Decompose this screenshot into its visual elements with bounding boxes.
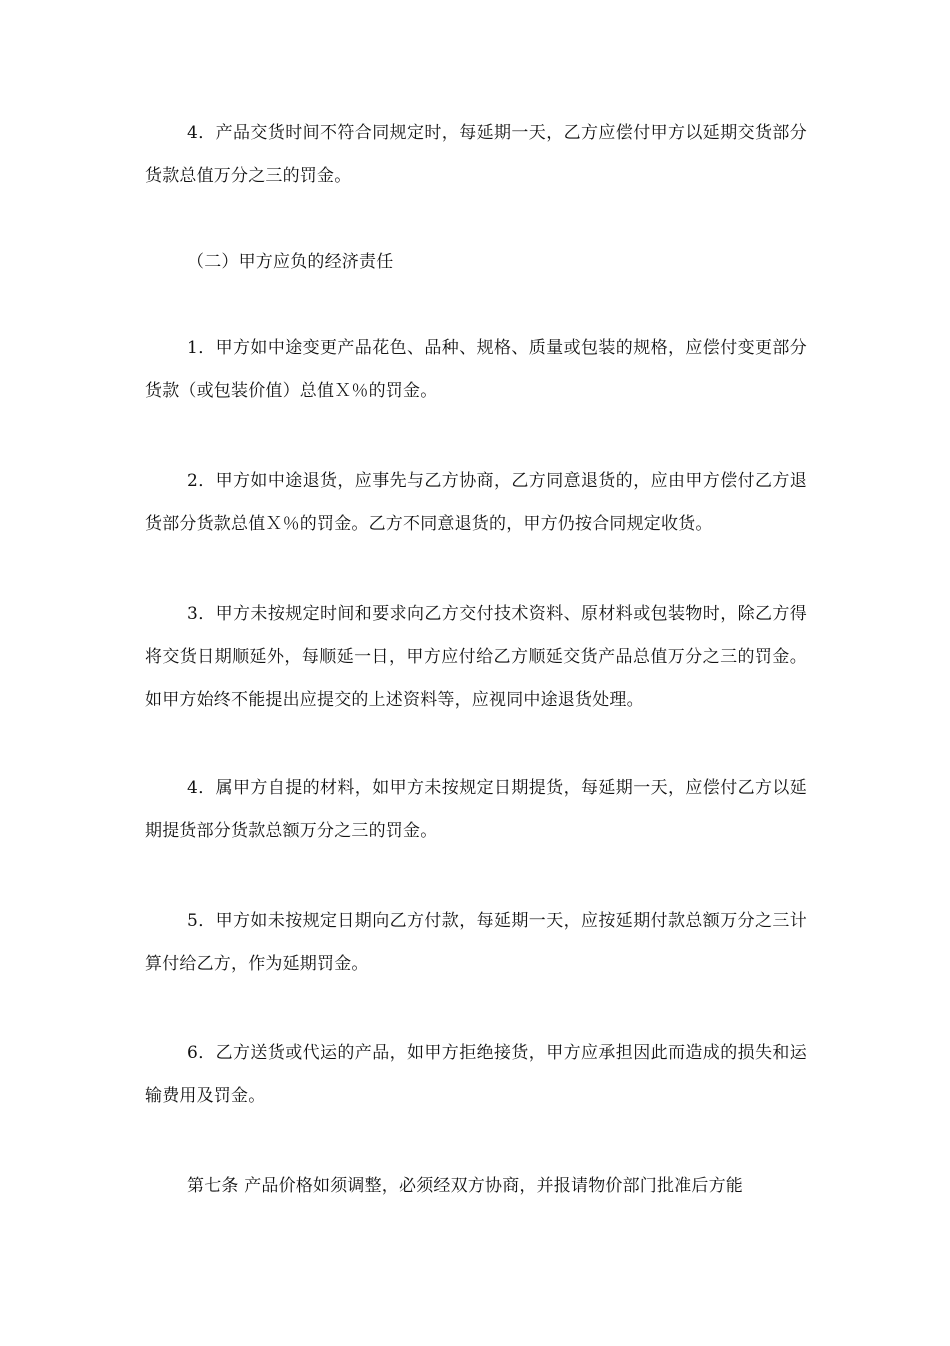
paragraph-clause-5-late-payment: 5．甲方如未按规定日期向乙方付款，每延期一天，应按延期付款总额万分之三计算付给乙方，作为延期罚金。 [145, 911, 807, 974]
paragraph-clause-4-delivery-delay: 4．产品交货时间不符合同规定时，每延期一天，乙方应偿付甲方以延期交货部分货款总值万分之三的罚金。 [145, 123, 807, 186]
paragraph-clause-2-return-goods: 2．甲方如中途退货，应事先与乙方协商，乙方同意退货的，应由甲方偿付乙方退货部分货款总值Ｘ％的罚金。乙方不同意退货的，甲方仍按合同规定收货。 [145, 471, 807, 534]
paragraph-article-7-price-adjustment: 第七条 产品价格如须调整，必须经双方协商，并报请物价部门批准后方能 [187, 1176, 744, 1196]
paragraph-clause-6-refuse-delivery: 6．乙方送货或代运的产品，如甲方拒绝接货，甲方应承担因此而造成的损失和运输费用及罚金。 [145, 1043, 807, 1106]
paragraph-clause-1-change-product: 1．甲方如中途变更产品花色、品种、规格、质量或包装的规格，应偿付变更部分货款（或包装价值）总值Ｘ％的罚金。 [145, 338, 807, 401]
paragraph-clause-3-technical-materials: 3．甲方未按规定时间和要求向乙方交付技术资料、原材料或包装物时，除乙方得将交货日期顺延外，每顺延一日，甲方应付给乙方顺延交货产品总值万分之三的罚金。如甲方始终不能提出应提交的上述资料等，应视同中途退货处理。 [145, 604, 807, 710]
section-heading-party-a-liability: （二）甲方应负的经济责任 [187, 252, 394, 272]
paragraph-clause-4-self-pickup: 4．属甲方自提的材料，如甲方未按规定日期提货，每延期一天，应偿付乙方以延期提货部分货款总额万分之三的罚金。 [145, 778, 807, 841]
